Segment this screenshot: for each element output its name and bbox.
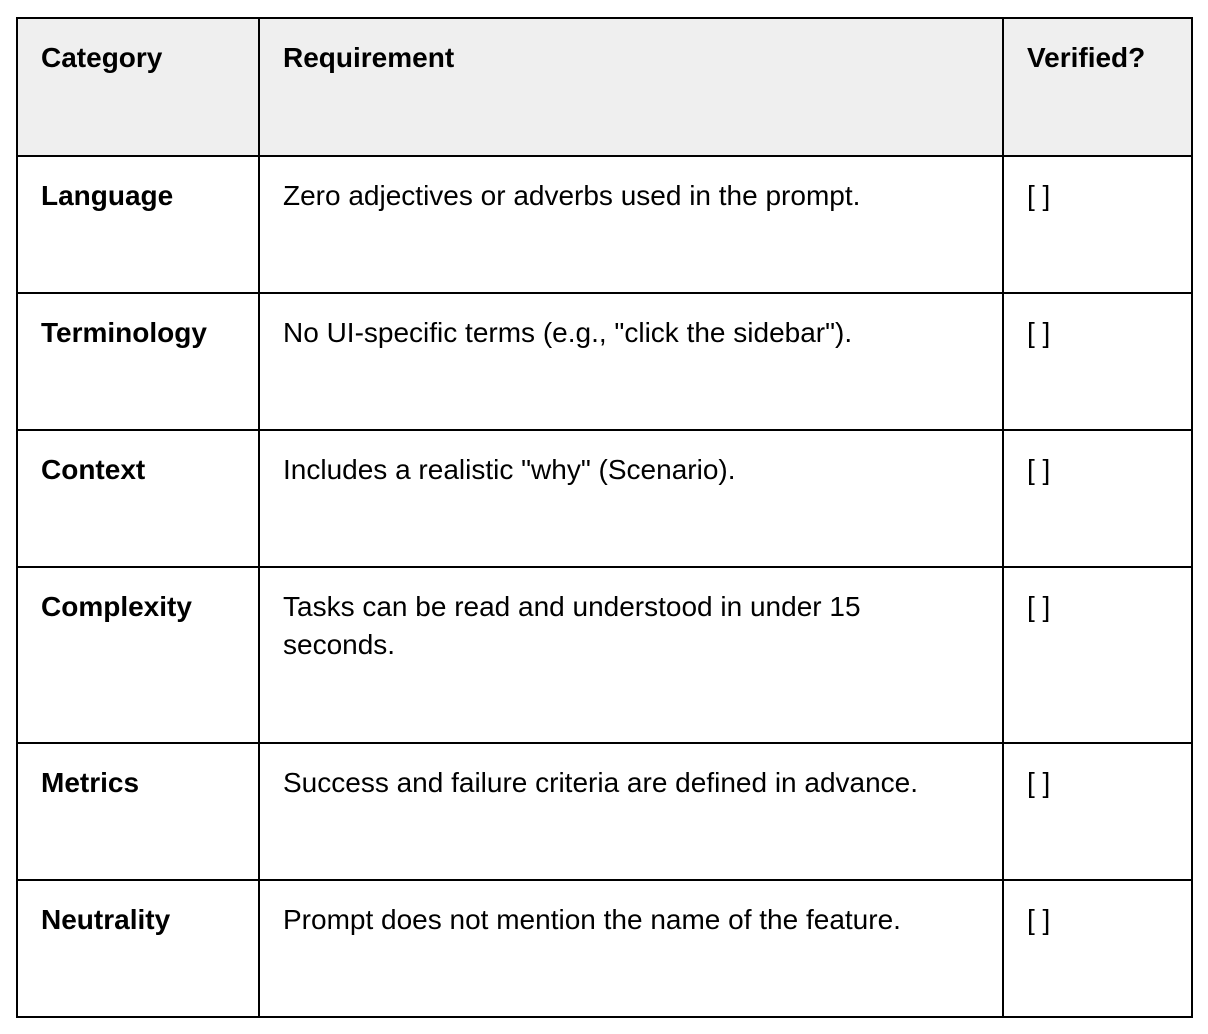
category-cell: Metrics [17,743,259,880]
verified-checkbox[interactable]: [ ] [1003,156,1192,293]
table-row [17,567,1192,743]
category-cell: Complexity [17,567,259,743]
requirement-cell: Prompt does not mention the name of the feature. [259,880,1003,1017]
verified-checkbox[interactable]: [ ] [1003,567,1192,743]
verified-checkbox[interactable]: [ ] [1003,293,1192,430]
table-row [17,156,1192,293]
table-row [17,880,1192,1017]
category-cell: Context [17,430,259,567]
requirement-cell: No UI-specific terms (e.g., "click the sidebar"). [259,293,1003,430]
header-requirement: Requirement [259,18,1003,156]
requirement-cell: Zero adjectives or adverbs used in the prompt. [259,156,1003,293]
table-row [17,743,1192,880]
requirement-cell: Tasks can be read and understood in under 15 seconds. [259,567,1003,743]
table-row [17,430,1192,567]
table-row [17,293,1192,430]
checklist-table [16,17,1193,1018]
verified-checkbox[interactable]: [ ] [1003,430,1192,567]
requirement-cell: Success and failure criteria are defined in advance. [259,743,1003,880]
requirement-cell: Includes a realistic "why" (Scenario). [259,430,1003,567]
category-cell: Terminology [17,293,259,430]
category-cell: Neutrality [17,880,259,1017]
header-category: Category [17,18,259,156]
verified-checkbox[interactable]: [ ] [1003,743,1192,880]
header-verified: Verified? [1003,18,1192,156]
verified-checkbox[interactable]: [ ] [1003,880,1192,1017]
table-header-row [17,18,1192,156]
category-cell: Language [17,156,259,293]
